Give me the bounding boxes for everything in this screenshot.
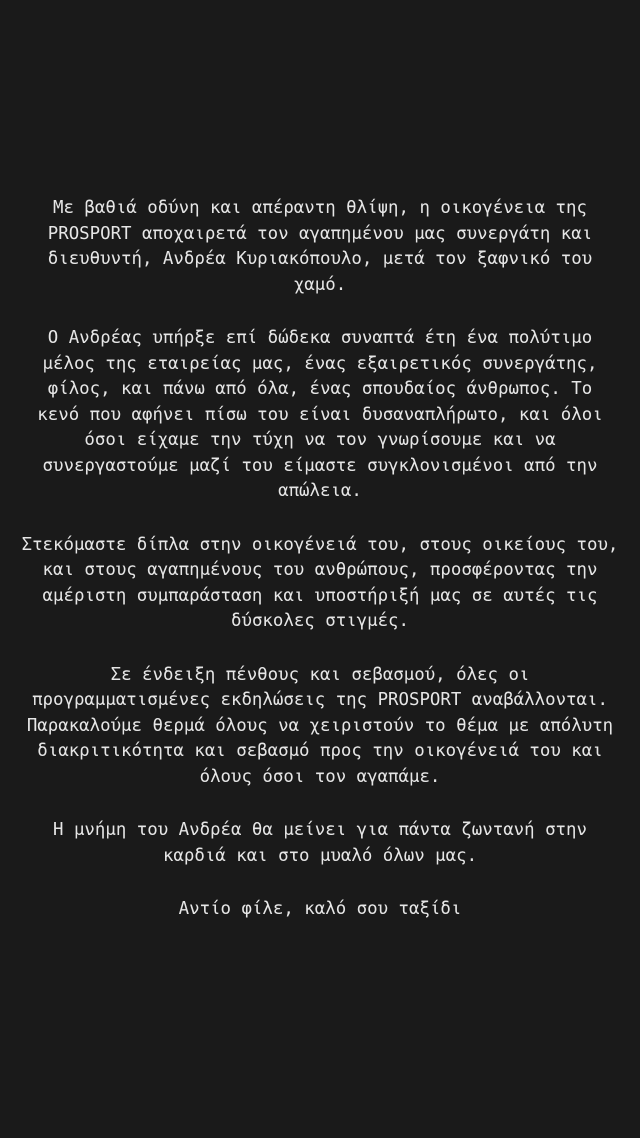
- text-line: προγραμματισμένες εκδηλώσεις της PROSPORT αναβάλλονται.: [32, 690, 608, 710]
- paragraph-farewell-announcement: [0, 196, 640, 298]
- text-line: διευθυντή, Ανδρέα Κυριακόπουλο, μετά τον ξαφνικό του: [47, 249, 593, 269]
- text-line: Ο Ανδρέας υπήρξε επί δώδεκα συναπτά έτη ένα πολύτιμο: [47, 328, 593, 348]
- text-line: Σε ένδειξη πένθους και σεβασμού, όλες οι: [110, 664, 530, 685]
- text-line: μέλος της εταιρείας μας, ένας εξαιρετικός συνεργάτης,: [42, 353, 598, 374]
- text-line: Με βαθιά οδύνη και απέραντη θλίψη, η οικογένεια της: [53, 198, 587, 218]
- paragraph-tribute: [0, 326, 640, 505]
- text-line: Η μνήμη του Ανδρέα θα μείνει για πάντα ζωντανή στην: [53, 820, 587, 840]
- paragraph-goodbye: [0, 897, 640, 923]
- text-line: Στεκόμαστε δίπλα στην οικογένειά του, στους οικείους του,: [21, 534, 619, 555]
- paragraph-events-postponed: [0, 663, 640, 791]
- text-line: όλους όσοι τον αγαπάμε.: [199, 766, 441, 787]
- text-line: κενό που αφήνει πίσω του είναι δυσαναπλήρωτο, και όλοι: [37, 404, 603, 425]
- text-line: όσοι είχαμε την τύχη να τον γνωρίσουμε και να: [84, 430, 556, 450]
- text-line: αμέριστη συμπαράσταση και υποστήριξή μας σε αυτές τις: [42, 585, 598, 606]
- text-line: PROSPORT αποχαιρετά τον αγαπημένου μας συνεργάτη και: [47, 223, 593, 244]
- paragraph-memory: [0, 818, 640, 869]
- text-line: Αντίο φίλε, καλό σου ταξίδι: [178, 899, 462, 919]
- text-line: χαμό.: [293, 274, 347, 295]
- paragraph-condolences: [0, 533, 640, 635]
- text-line: Παρακαλούμε θερμά όλους να χειριστούν το θέμα με απόλυτη: [26, 715, 614, 736]
- text-line: φίλος, και πάνω από όλα, ένας σπουδαίος άνθρωπος. Το: [47, 379, 593, 399]
- text-line: καρδιά και στο μυαλό όλων μας.: [162, 845, 478, 866]
- text-line: απώλεια.: [278, 481, 362, 501]
- text-line: διακριτικότητα και σεβασμό προς την οικογένειά του και: [37, 741, 603, 761]
- text-line: και στους αγαπημένους του ανθρώπους, προσφέροντας την: [42, 560, 598, 580]
- story-text-block: [0, 196, 640, 950]
- text-line: δύσκολες στιγμές.: [231, 611, 409, 631]
- text-line: συνεργαστούμε μαζί του είμαστε συγκλονισμένοι από την: [42, 455, 598, 476]
